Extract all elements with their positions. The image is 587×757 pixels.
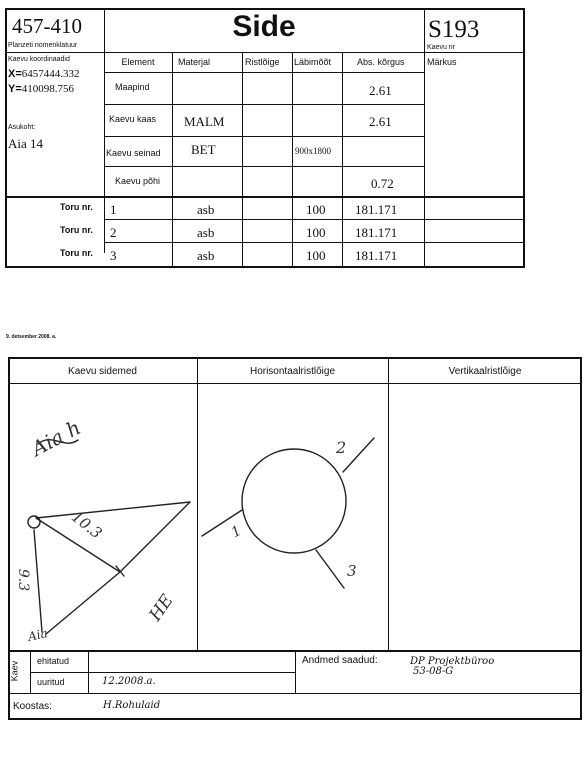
divider xyxy=(104,242,525,243)
col-header-element: Element xyxy=(121,57,155,67)
divider xyxy=(388,357,389,650)
divider xyxy=(104,52,525,53)
col-header-connections: Kaevu sidemed xyxy=(68,366,137,377)
divider xyxy=(424,8,425,268)
x-label: X= xyxy=(8,68,22,80)
pipe-1-diameter: 100 xyxy=(306,202,326,217)
coords-label: Kaevu koordinaadid xyxy=(8,56,70,63)
y-value: 410098.756 xyxy=(21,83,75,95)
divider xyxy=(30,672,295,673)
divider xyxy=(5,52,105,53)
row-element-lid: Kaevu kaas xyxy=(109,114,157,124)
pipe-2-number: 2 xyxy=(110,225,117,240)
y-label: Y= xyxy=(8,83,22,95)
row-diameter-walls: 900x1800 xyxy=(295,146,331,156)
building-edge xyxy=(120,502,190,572)
pipe-number-3: 3 xyxy=(347,562,357,580)
row-element-ground: Maapind xyxy=(115,82,150,92)
location-value: Aia 14 xyxy=(8,136,44,151)
row-height-bottom: 0.72 xyxy=(371,176,394,191)
col-header-diameter: Läbimõõt xyxy=(294,57,332,67)
divider xyxy=(295,650,296,693)
pipe-2-diameter: 100 xyxy=(306,225,326,240)
compiled-label: Koostas: xyxy=(13,701,52,712)
divider xyxy=(104,166,424,167)
col-header-material: Materjal xyxy=(178,57,211,67)
col-header-vertical: Vertikaalristlõige xyxy=(448,366,522,377)
hand-distance-top: 10.3 xyxy=(67,507,106,543)
sheet-number: 457-410 xyxy=(12,14,82,38)
divider xyxy=(8,693,582,694)
source-label: Andmed saadud: xyxy=(302,655,378,666)
divider xyxy=(104,8,105,253)
pipe-number-1: 1 xyxy=(228,522,245,542)
offset-line-top xyxy=(36,502,190,518)
pipe-3-height: 181.171 xyxy=(355,248,398,263)
divider xyxy=(104,136,424,137)
pipe-1-height: 181.171 xyxy=(355,202,398,217)
col-header-horizontal: Horisontaalristlõige xyxy=(249,366,336,377)
divider xyxy=(242,52,243,268)
source-value-2: 53-08-G xyxy=(413,666,454,677)
pipe-number-2: 2 xyxy=(336,438,347,457)
horizontal-section-drawing xyxy=(198,384,388,650)
x-coordinate xyxy=(8,68,80,80)
pipe-2-label: Toru nr. xyxy=(60,225,93,235)
divider xyxy=(5,196,525,198)
row-height-lid: 2.61 xyxy=(369,114,392,129)
sheet-label: Planzeti nomenklatuur xyxy=(8,42,78,49)
col-header-height: Abs. kõrgus xyxy=(357,57,405,67)
y-coordinate xyxy=(8,83,74,95)
divider xyxy=(104,72,424,73)
page-title: Side xyxy=(232,10,296,43)
manhole-circle xyxy=(242,449,346,553)
divider xyxy=(30,650,31,693)
hand-label-street-bottom: Aia xyxy=(26,626,49,644)
hand-label-he: HE xyxy=(145,591,178,625)
building-wall xyxy=(46,572,120,634)
pipe-3-label: Toru nr. xyxy=(60,248,93,258)
surveyed-value: 12.2008.a. xyxy=(102,676,156,687)
row-material-walls: BET xyxy=(191,142,216,157)
manhole-id: S193 xyxy=(428,16,480,43)
divider xyxy=(104,219,525,220)
col-header-remarks: Märkus xyxy=(427,57,457,67)
manhole-label: Kaevu nr xyxy=(427,44,456,51)
row-height-ground: 2.61 xyxy=(369,83,392,98)
hand-label-street-top: Aia h xyxy=(27,415,85,461)
pipe-3-number: 3 xyxy=(110,248,117,263)
compiled-value: H.Rohulaid xyxy=(103,700,161,711)
hand-distance-left: 9.3 xyxy=(15,568,32,592)
offset-line-left xyxy=(34,530,42,632)
pipe-1-label: Toru nr. xyxy=(60,202,93,212)
pipe-2-material: asb xyxy=(197,225,215,240)
pipe-1-number: 1 xyxy=(110,202,117,217)
footer-side-label: Kaev xyxy=(9,660,20,682)
pipe-line-2 xyxy=(343,438,374,472)
date-note: 9. detsember 2008. a. xyxy=(6,334,57,340)
pipe-3-material: asb xyxy=(197,248,215,263)
built-label: ehitatud xyxy=(37,656,70,666)
row-element-walls: Kaevu seinad xyxy=(106,148,161,158)
divider xyxy=(342,52,343,268)
surveyed-label: uuritud xyxy=(37,677,65,687)
pipe-1-material: asb xyxy=(197,202,215,217)
divider xyxy=(292,52,293,268)
divider xyxy=(88,650,89,693)
row-material-lid: MALM xyxy=(184,114,225,129)
row-element-bottom: Kaevu põhi xyxy=(115,176,161,186)
col-header-section: Ristlõige xyxy=(245,57,280,67)
divider xyxy=(104,104,424,105)
pipe-3-diameter: 100 xyxy=(306,248,326,263)
pipe-2-height: 181.171 xyxy=(355,225,398,240)
divider xyxy=(172,52,173,268)
location-label: Asukoht: xyxy=(8,124,36,131)
pipe-line-3 xyxy=(316,550,344,588)
x-value: 6457444.332 xyxy=(21,68,80,80)
source-value-1: DP Projektbüroo xyxy=(410,656,495,667)
